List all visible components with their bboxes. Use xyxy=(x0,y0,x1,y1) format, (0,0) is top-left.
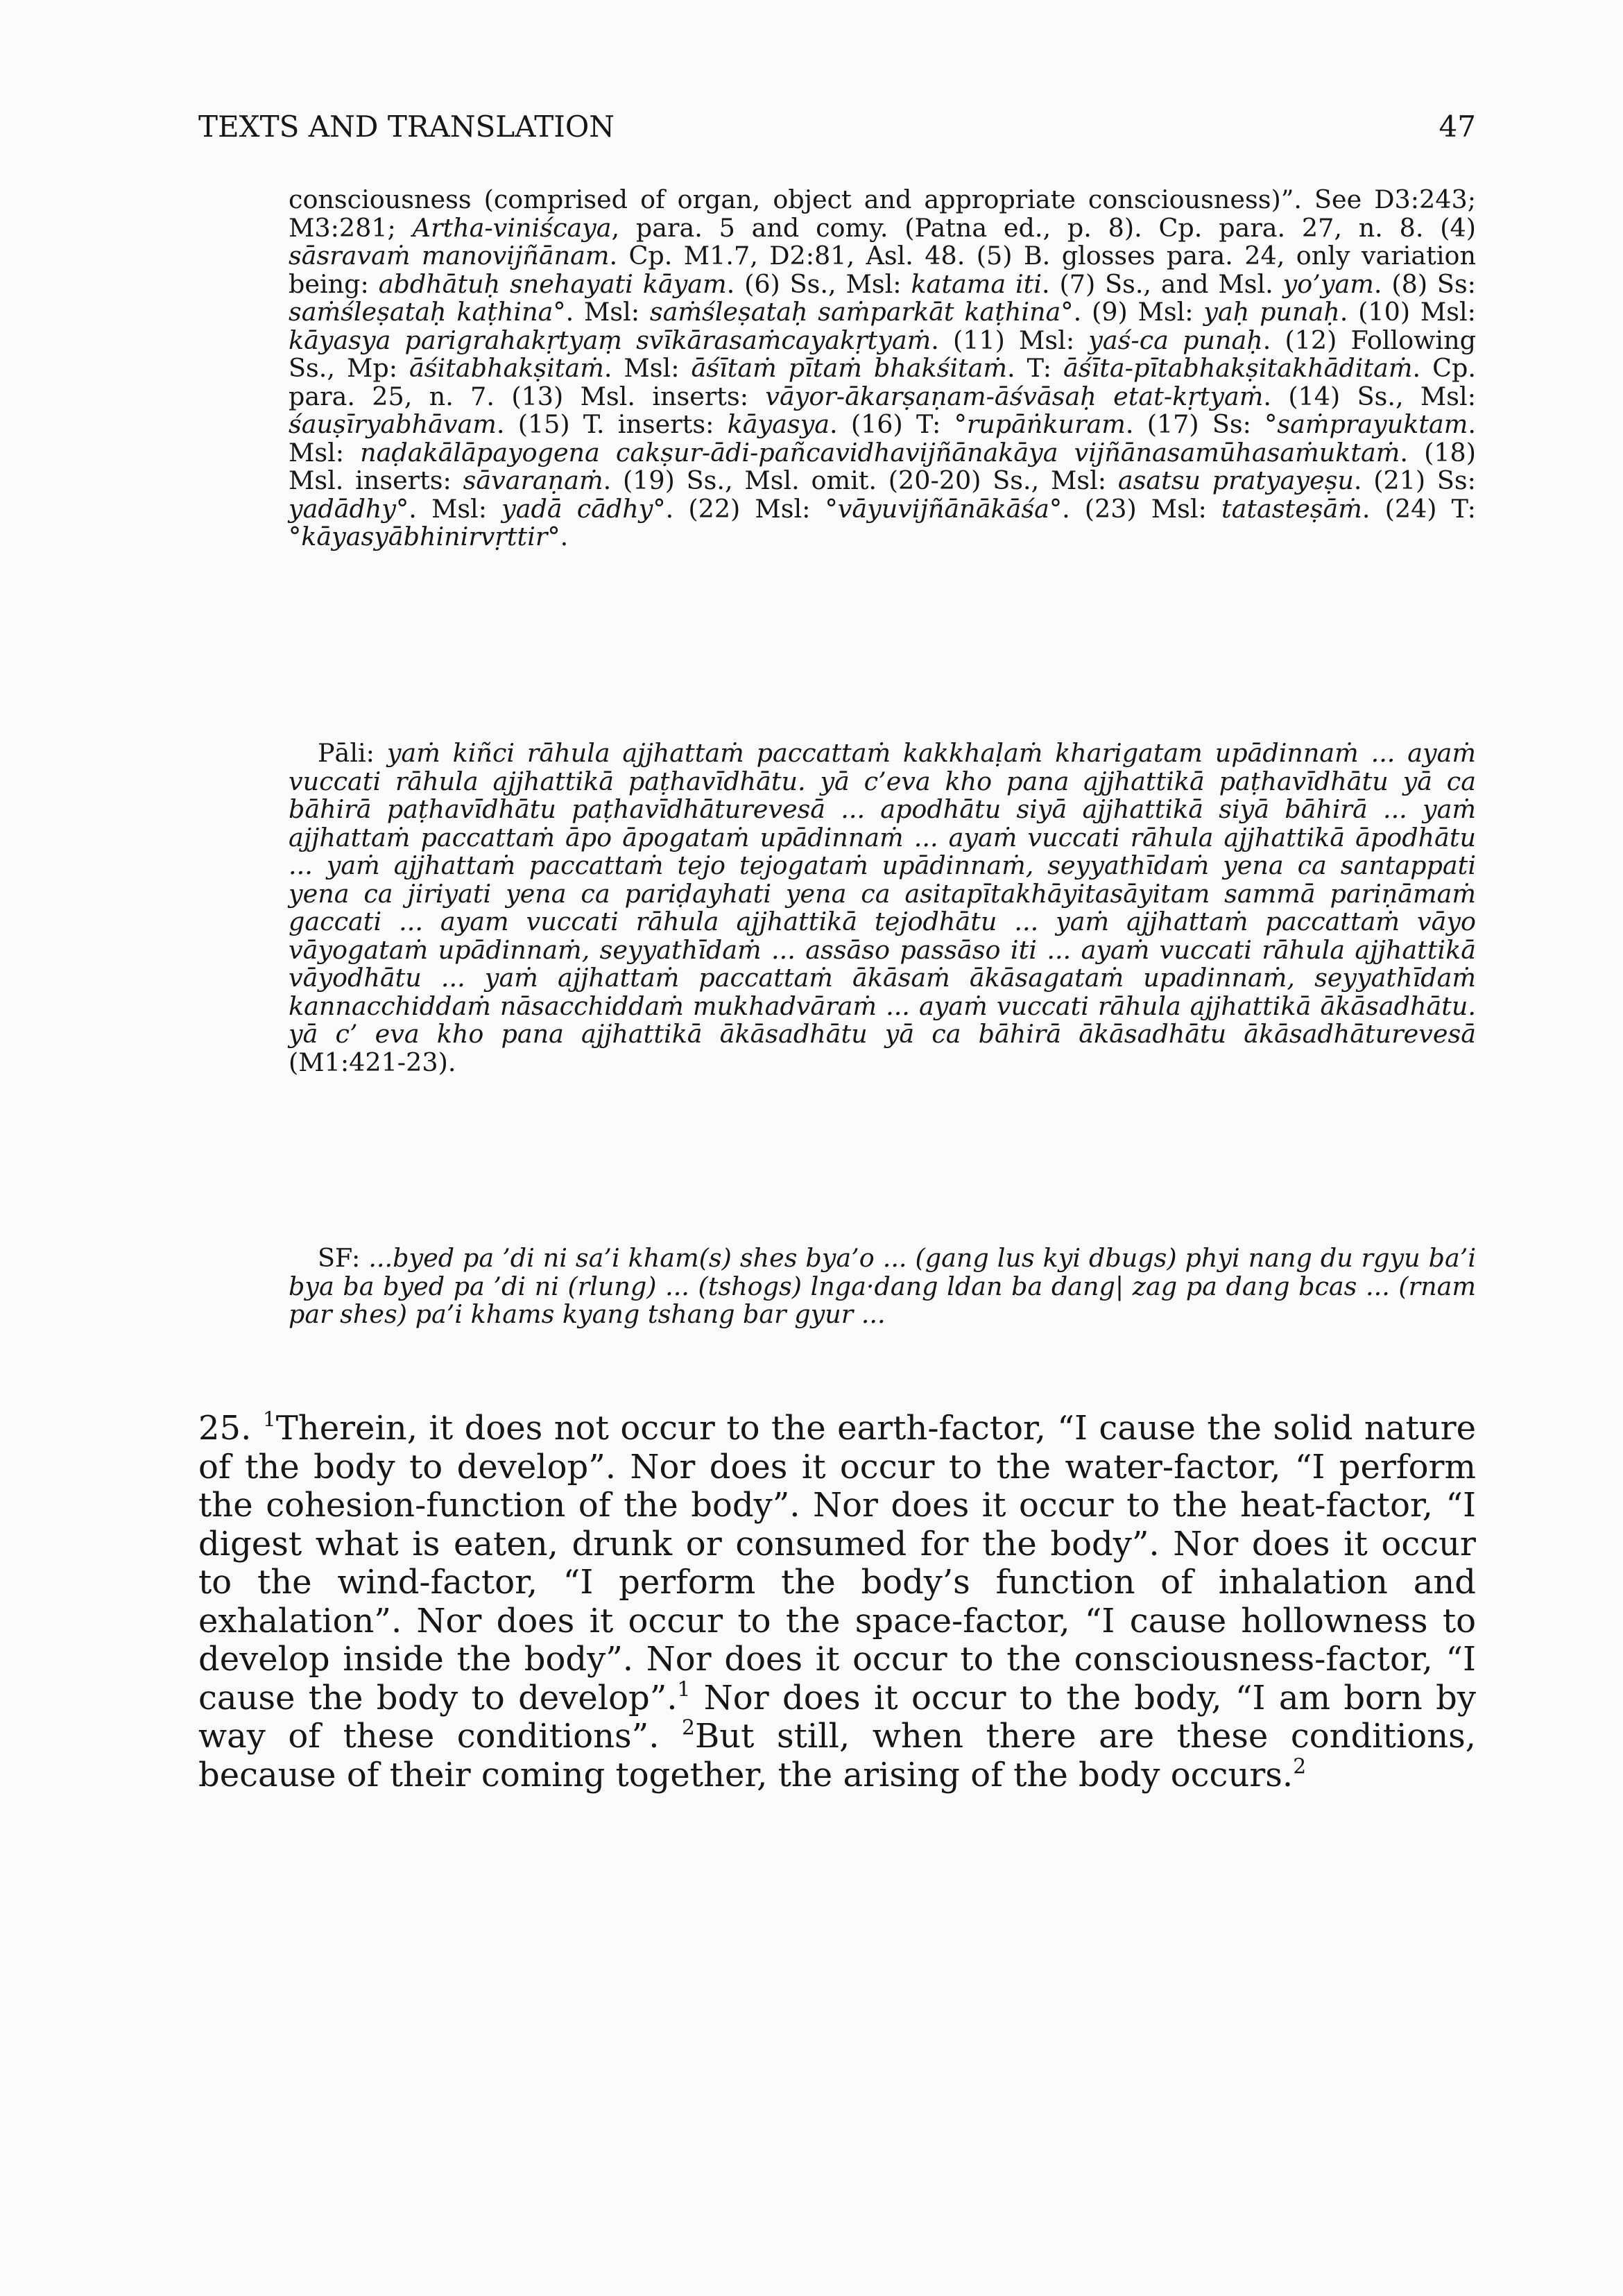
note-term: āśīta-pītabhakṣitakhāditaṁ xyxy=(1063,353,1413,383)
note-text: . xyxy=(560,522,569,551)
note-term: āśitabhakṣitaṁ xyxy=(409,353,604,383)
note-text: . (19) Ss., Msl. omit. (20-20) Ss., Msl: xyxy=(603,465,1118,495)
note-term: °rupāṅkuram xyxy=(954,409,1126,439)
note-term: yaḥ punaḥ xyxy=(1203,297,1340,327)
note-text: . Msl: xyxy=(603,353,692,383)
note-text: . Msl: xyxy=(409,493,502,524)
note-text: . (12) Following Ss., Mp: xyxy=(289,325,1484,383)
note-text: . (18) Msl. inserts: xyxy=(289,437,1484,495)
note-text: . (16) T: xyxy=(829,409,954,439)
note-term: yaś-ca punaḥ xyxy=(1088,325,1263,355)
paragraph-text: But still, when there are these conditions, because of their coming together, the arising of the body occurs. xyxy=(198,1717,1487,1794)
sf-parallel xyxy=(289,1244,1476,1329)
note-text: consciousness (comprised of organ, object and appropriate consciousness)”. See D3:243; M3:281; xyxy=(289,185,1484,243)
note-term: yo’yam xyxy=(1282,268,1374,299)
page-number: 47 xyxy=(1439,110,1476,144)
note-term: sāsravaṁ manovijñānam xyxy=(289,241,610,271)
note-term: katama iti xyxy=(911,268,1042,299)
note-term: °kāyasyābhinirvṛttir° xyxy=(289,522,560,551)
paragraph-text: Nor does it occur to the body, “I am born by way of these conditions”. xyxy=(198,1678,1487,1756)
note-term: āśītaṁ pītaṁ bhakśitaṁ xyxy=(691,353,1008,383)
note-term: naḍakālāpayogena cakṣur-ādi-pañcavidhavijñānakāya vijñānasamūhasaṁuktaṁ xyxy=(360,437,1400,468)
note-text: . Cp. para. 25, n. 7. (13) Msl. inserts: xyxy=(289,353,1484,411)
footnote-marker: 2 xyxy=(1293,1754,1307,1779)
note-term: °vāyuvijñānākāśa° xyxy=(825,493,1063,524)
note-text: . (23) Msl: xyxy=(1062,493,1221,524)
note-term: vāyor-ākarṣaṇam-āśvāsaḥ etat-kṛtyaṁ xyxy=(765,381,1264,411)
note-text: , para. 5 and comy. (Patna ed., p. 8). Cp. para. 27, n. 8. (4) xyxy=(611,212,1484,243)
note-term: °saṁprayuktam xyxy=(1264,409,1468,439)
note-text: . (8) Ss: xyxy=(1373,268,1484,299)
paragraph-25 xyxy=(198,1407,1487,1794)
note-text: . (17) Ss: xyxy=(1125,409,1265,439)
note-text: . (24) T: xyxy=(1362,493,1484,524)
pali-parallel xyxy=(289,738,1484,1077)
sf-text: ...byed pa ’di ni sa’i kham(s) shes bya’o ... (gang lus kyi dbugs) phyi nang du rgyu ba’i bya ba byed pa ’di ni (rlung) ... (tshogs) lnga·dang ldan ba dang| zag pa dang bcas ... (rnam par shes) pa’i khams kyang tshang bar gyur ... xyxy=(289,1243,1476,1329)
sentence-marker: 1 xyxy=(262,1407,276,1432)
note-term: abdhātuḥ snehayati kāyam xyxy=(378,268,727,299)
note-text: . (10) Msl: xyxy=(1339,297,1484,327)
note-term: saṁśleṣataḥ kaṭhina° xyxy=(289,297,566,327)
note-term: sāvaraṇaṁ xyxy=(463,465,603,495)
note-text: . (21) Ss: xyxy=(1353,465,1484,495)
running-header xyxy=(198,110,1476,151)
note-text: . (15) T. inserts: xyxy=(496,409,728,439)
note-text: . (7) Ss., and Msl. xyxy=(1042,268,1283,299)
note-term: yadādhy° xyxy=(289,493,409,524)
note-term: yadā cādhy° xyxy=(501,493,666,524)
pali-label: Pāli: xyxy=(318,738,387,768)
note-term: tatasteṣāṁ xyxy=(1221,493,1362,524)
running-title: TEXTS AND TRANSLATION xyxy=(198,110,615,144)
note-text: . Cp. M1.7, D2:81, Asl. 48. (5) B. glosses para. 24, only variation being: xyxy=(289,241,1484,299)
note-term: śauṣīryabhāvam xyxy=(289,409,497,439)
sentence-marker: 2 xyxy=(682,1715,695,1740)
note-text: . (11) Msl: xyxy=(931,325,1089,355)
footnote-marker: 1 xyxy=(677,1677,691,1702)
pali-reference: (M1:421-23). xyxy=(289,1019,1484,1077)
note-term: kāyasya xyxy=(727,409,830,439)
note-term: asatsu pratyayeṣu xyxy=(1117,465,1354,495)
paragraph-number: 25. xyxy=(198,1409,263,1448)
note-text: . (6) Ss., Msl: xyxy=(726,268,911,299)
note-text: . (9) Msl: xyxy=(1073,297,1204,327)
note-term: Artha-viniścaya xyxy=(412,212,612,243)
note-text: . (22) Msl: xyxy=(665,493,825,524)
note-text: . Msl: xyxy=(289,409,1484,468)
pali-text: yaṁ kiñci rāhula ajjhattaṁ paccattaṁ kakkhaḷaṁ kharigatam upādinnaṁ ... ayaṁ vuccati rāhula ajjhattikā paṭhavīdhātu. yā c’eva kho pana ajjhattikā paṭhavīdhātu yā ca bāhirā paṭhavīdhātu paṭhavīdhāturevesā ... apodhātu siyā ajjhattikā siyā bāhirā ... yaṁ ajjhattaṁ paccattaṁ āpo āpogataṁ upādinnaṁ ... ayaṁ vuccati rāhula ajjhattikā āpodhātu ... yaṁ ajjhattaṁ paccattaṁ tejo tejogataṁ upādinnaṁ, seyyathīdaṁ yena ca santappati yena ca jiriyati yena ca pariḍayhati yena ca asitapītakhāyitasāyitam sammā pariṇāmaṁ gaccati ... ayam vuccati rāhula ajjhattikā tejodhātu ... yaṁ ajjhattaṁ paccattaṁ vāyo vāyogataṁ upādinnaṁ, seyyathīdaṁ ... assāso passāso iti ... ayaṁ vuccati rāhula ajjhattikā vāyodhātu ... yaṁ ajjhattaṁ paccattaṁ ākāsaṁ ākāsagataṁ upadinnaṁ, seyyathīdaṁ kannacchiddaṁ nāsacchiddaṁ mukhadvāraṁ ... ayaṁ vuccati rāhula ajjhattikā ākāsadhātu. yā c’ eva kho pana ajjhattikā ākāsadhātu yā ca bāhirā ākāsadhātu ākāsadhāturevesā xyxy=(289,738,1476,1049)
sf-label: SF: xyxy=(318,1243,369,1273)
note-text: . T: xyxy=(1007,353,1064,383)
textual-notes xyxy=(289,185,1484,551)
note-term: saṁśleṣataḥ saṁparkāt kaṭhina° xyxy=(649,297,1074,327)
note-term: kāyasya parigrahakṛtyaṃ svīkārasaṁcayakṛtyaṁ xyxy=(289,325,931,355)
note-text: . Msl: xyxy=(565,297,650,327)
note-text: . (14) Ss., Msl: xyxy=(1263,381,1484,411)
paragraph-text: Therein, it does not occur to the earth-factor, “I cause the solid nature of the body to develop”. Nor does it occur to the water-factor, “I perform the cohesion-function of the body”. Nor does it occur to the heat-factor, “I digest what is eaten, drunk or consumed for the body”. Nor does it occur to the wind-factor, “I perform the body’s function of inhalation and exhalation”. Nor does it occur to the space-factor, “I cause hollowness to develop inside the body”. Nor does it occur to the consciousness-factor, “I cause the body to develop”. xyxy=(198,1409,1487,1717)
